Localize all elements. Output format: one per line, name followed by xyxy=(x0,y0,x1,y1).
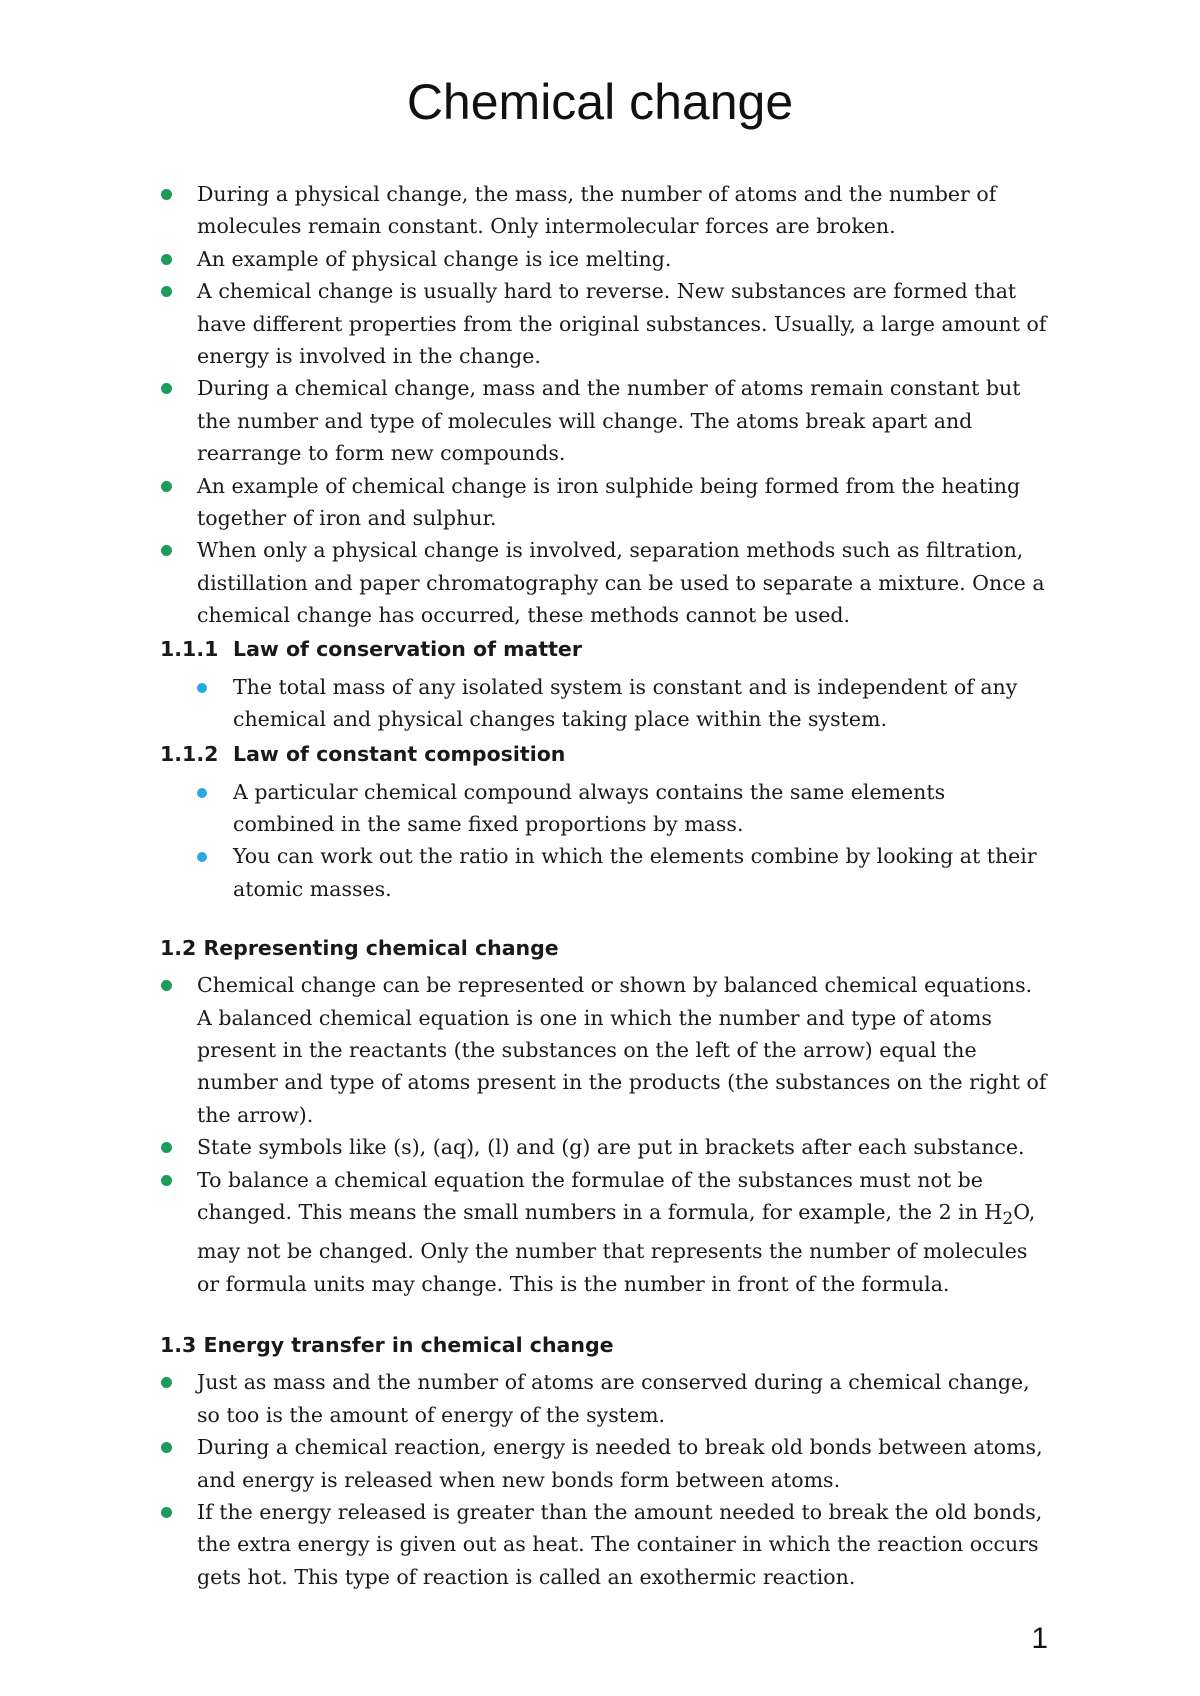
text-after-formula: , may not be changed. Only the number that represents the number of molecules or formula units may change. This is the number in front of the formula. xyxy=(197,1199,1036,1296)
list-item-text xyxy=(197,1168,1035,1296)
bullet-icon xyxy=(161,1175,172,1186)
formula-subscript: 2 xyxy=(1002,1209,1014,1230)
list-item-text: During a chemical change, mass and the number of atoms remain constant but the number and type of molecules will change. The atoms break apart and rearrange to form new compounds. xyxy=(197,376,1021,466)
list-item xyxy=(160,243,1050,275)
bullet-icon xyxy=(197,788,207,798)
formula-base: H xyxy=(984,1199,1003,1224)
list-item-text: If the energy released is greater than the amount needed to break the old bonds, the extra energy is given out as heat. The container in which the reaction occurs gets hot. This type of reaction is called an exothermic reaction. xyxy=(197,1499,1043,1589)
list-item xyxy=(160,178,1050,243)
list-item xyxy=(160,275,1050,372)
bullet-icon xyxy=(161,286,172,297)
list-item xyxy=(160,1131,1050,1163)
list-item-text: You can work out the ratio in which the elements combine by looking at their atomic masses. xyxy=(233,844,1037,901)
list-item xyxy=(160,1431,1050,1496)
subsection-number: 1.1.2 xyxy=(160,741,219,766)
list-item xyxy=(196,776,1050,841)
list-item xyxy=(160,470,1050,535)
bullet-icon xyxy=(161,481,172,492)
bullet-icon xyxy=(161,189,172,200)
bullet-icon xyxy=(161,1377,172,1388)
list-item-text: Chemical change can be represented or shown by balanced chemical equations. A balanced chemical equation is one in which the number and type of atoms present in the reactants (the substances on the left of the arrow) equal the number and type of atoms present in the products (the substances on the right of the arrow). xyxy=(197,973,1047,1127)
list-item-text: Just as mass and the number of atoms are conserved during a chemical change, so too is the amount of energy of the system. xyxy=(197,1370,1030,1427)
section-heading: 1.3 Energy transfer in chemical change xyxy=(160,1333,614,1358)
list-item-text: An example of chemical change is iron sulphide being formed from the heating together of iron and sulphur. xyxy=(197,473,1021,531)
bullet-icon xyxy=(161,254,172,265)
intro-list xyxy=(160,178,1050,632)
subsection-heading xyxy=(160,739,1050,769)
list-item xyxy=(196,840,1050,905)
section-list xyxy=(160,1366,1050,1593)
subsection-list xyxy=(196,776,1050,906)
bullet-icon xyxy=(161,383,172,394)
list-item-text: The total mass of any isolated system is constant and is independent of any chemical and physical changes taking place within the system. xyxy=(233,674,1018,732)
section-heading: 1.2 Representing chemical change xyxy=(160,936,559,961)
content xyxy=(160,178,1050,1593)
list-item-text: A particular chemical compound always contains the same elements combined in the same fixed proportions by mass. xyxy=(233,779,946,836)
subsection-number: 1.1.1 xyxy=(160,636,219,661)
list-item xyxy=(160,1164,1050,1301)
list-item-text: A chemical change is usually hard to reverse. New substances are formed that have different properties from the original substances. Usually, a large amount of energy is involved in the change. xyxy=(197,279,1047,369)
text-before-formula: To balance a chemical equation the formulae of the substances must not be changed. This means the small numbers in a formula, for example, the 2 in xyxy=(197,1167,985,1224)
list-item xyxy=(196,671,1050,736)
list-item-text: When only a physical change is involved, separation methods such as filtration, distillation and paper chromatography can be used to separate a mixture. Once a chemical change has occurred, these methods cannot be used. xyxy=(197,538,1045,628)
bullet-icon xyxy=(161,1507,172,1518)
subsection-list xyxy=(196,671,1050,736)
section-list xyxy=(160,969,1050,1300)
list-item-text: An example of physical change is ice melting. xyxy=(197,246,672,271)
list-item xyxy=(160,969,1050,1131)
subsection-title: Law of constant composition xyxy=(233,741,566,766)
list-item-text: During a chemical reaction, energy is needed to break old bonds between atoms, and energy is released when new bonds form between atoms. xyxy=(197,1435,1043,1492)
bullet-icon xyxy=(197,683,207,693)
bullet-icon xyxy=(197,852,207,862)
list-item xyxy=(160,1366,1050,1431)
page-title: Chemical change xyxy=(406,74,794,130)
list-item xyxy=(160,1496,1050,1593)
list-item xyxy=(160,534,1050,631)
bullet-icon xyxy=(161,1142,172,1153)
bullet-icon xyxy=(161,980,172,991)
list-item-text: State symbols like (s), (aq), (l) and (g) are put in brackets after each substance. xyxy=(197,1135,1025,1160)
bullet-icon xyxy=(161,1442,172,1453)
list-item xyxy=(160,372,1050,469)
formula-end: O xyxy=(1013,1199,1029,1224)
subsection-heading xyxy=(160,634,1050,664)
page-number: 1 xyxy=(1031,1622,1048,1655)
bullet-icon xyxy=(161,545,172,556)
subsection-title: Law of conservation of matter xyxy=(233,636,582,661)
list-item-text: During a physical change, the mass, the number of atoms and the number of molecules remain constant. Only intermolecular forces are broken. xyxy=(197,182,997,239)
